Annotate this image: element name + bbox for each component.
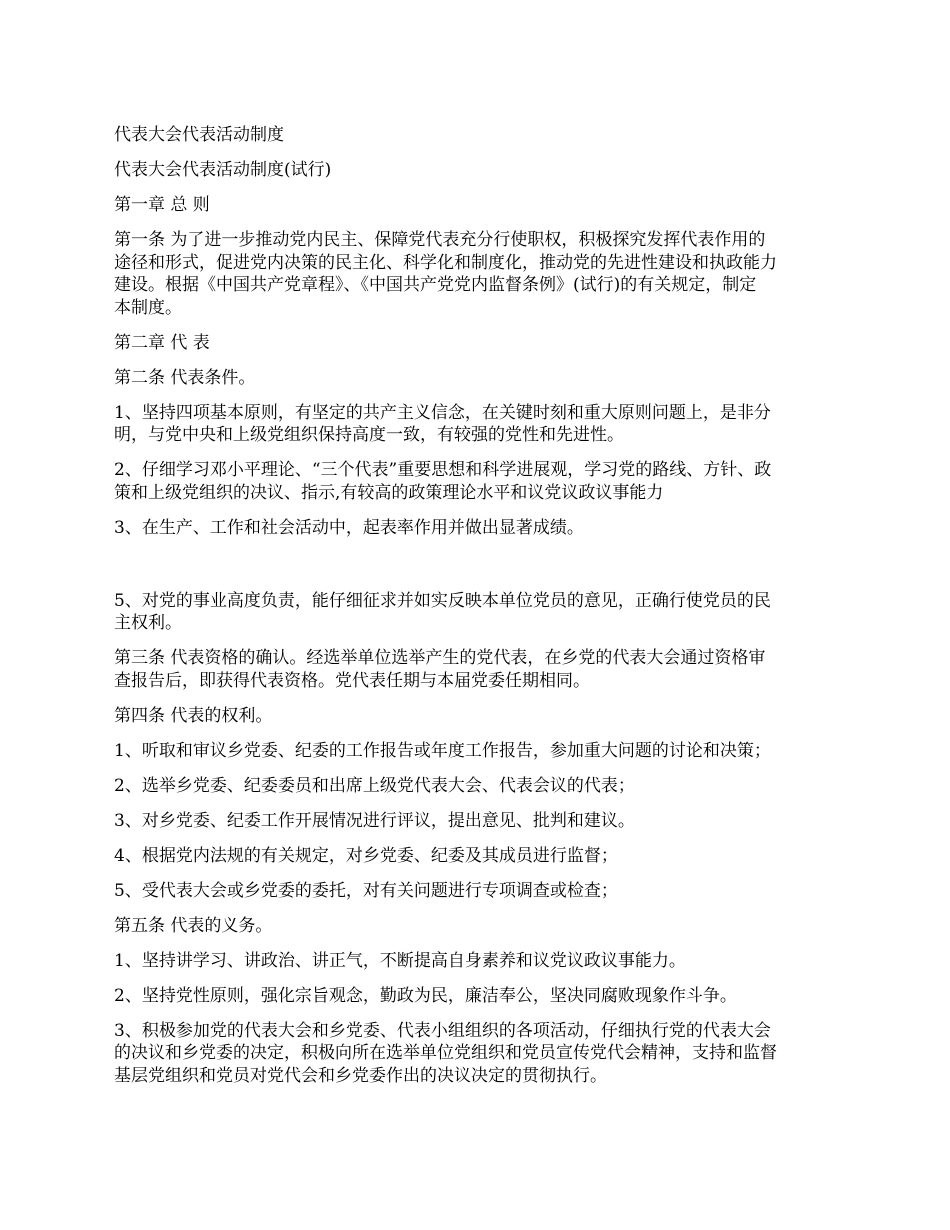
- chapter-heading: 第一章 总 则: [114, 194, 210, 215]
- article-heading: 第二条 代表条件。: [114, 367, 256, 388]
- document-page: [114, 124, 844, 1100]
- list-item: 1、坚持四项基本原则，有坚定的共产主义信念，在关键时刻和重大原则问题上，是非分 明，与党中央和上级党组织保持高度一致，有较强的党性和先进性。: [114, 402, 771, 446]
- article-heading: 第四条 代表的权利。: [114, 705, 273, 726]
- document-title: 代表大会代表活动制度: [114, 125, 284, 145]
- list-item: 1、听取和审议乡党委、纪委的工作报告或年度工作报告，参加重大问题的讨论和决策；: [114, 740, 771, 761]
- list-item: 5、对党的事业高度负责，能仔细征求并如实反映本单位党员的意见，正确行使党员的民 主权利。: [114, 590, 771, 634]
- article-paragraph: 第一条 为了进一步推动党内民主、保障党代表充分行使职权，积极探究发挥代表作用的 途径和形式，促进党内决策的民主化、科学化和制度化，推动党的先进性建设和执政能力 建设。根据《中国共产党章程》、《中国共产党党内监督条例》(试行)的有关规定，制定 本制度。: [114, 229, 777, 318]
- list-item: 2、仔细学习邓小平理论、“三个代表”重要思想和科学进展观，学习党的路线、方针、政 策和上级党组织的决议、指示,有较高的政策理论水平和议党议政议事能力: [114, 460, 772, 503]
- list-item: 3、对乡党委、纪委工作开展情况进行评议，提出意见、批判和建议。: [114, 810, 635, 831]
- blank-gap: [114, 552, 844, 590]
- list-item: 1、坚持讲学习、讲政治、讲正气，不断提高自身素养和议党议政议事能力。: [114, 950, 686, 971]
- article-heading: 第五条 代表的义务。: [114, 915, 273, 936]
- chapter-heading: 第二章 代 表: [114, 332, 210, 353]
- list-item: 2、坚持党性原则，强化宗旨观念，勤政为民，廉洁奉公，坚决同腐败现象作斗争。: [114, 985, 737, 1006]
- article-paragraph: 第三条 代表资格的确认。经选举单位选举产生的党代表，在乡党的代表大会通过资格审 查报告后，即获得代表资格。党代表任期与本届党委任期相同。: [114, 648, 766, 691]
- list-item: 3、在生产、工作和社会活动中，起表率作用并做出显著成绩。: [114, 517, 584, 538]
- document-subtitle: 代表大会代表活动制度(试行): [114, 159, 332, 180]
- list-item: 5、受代表大会或乡党委的委托，对有关问题进行专项调查或检查；: [114, 880, 618, 901]
- list-item: 3、积极参加党的代表大会和乡党委、代表小组组织的各项活动，仔细执行党的代表大会 的决议和乡党委的决定，积极向所在选举单位党组织和党员宣传党代会精神，支持和监督 基层党组织和党员对党代会和乡党委作出的决议决定的贯彻执行。: [114, 1020, 777, 1087]
- list-item: 4、根据党内法规的有关规定，对乡党委、纪委及其成员进行监督；: [114, 845, 618, 866]
- list-item: 2、选举乡党委、纪委委员和出席上级党代表大会、代表会议的代表；: [114, 775, 635, 796]
